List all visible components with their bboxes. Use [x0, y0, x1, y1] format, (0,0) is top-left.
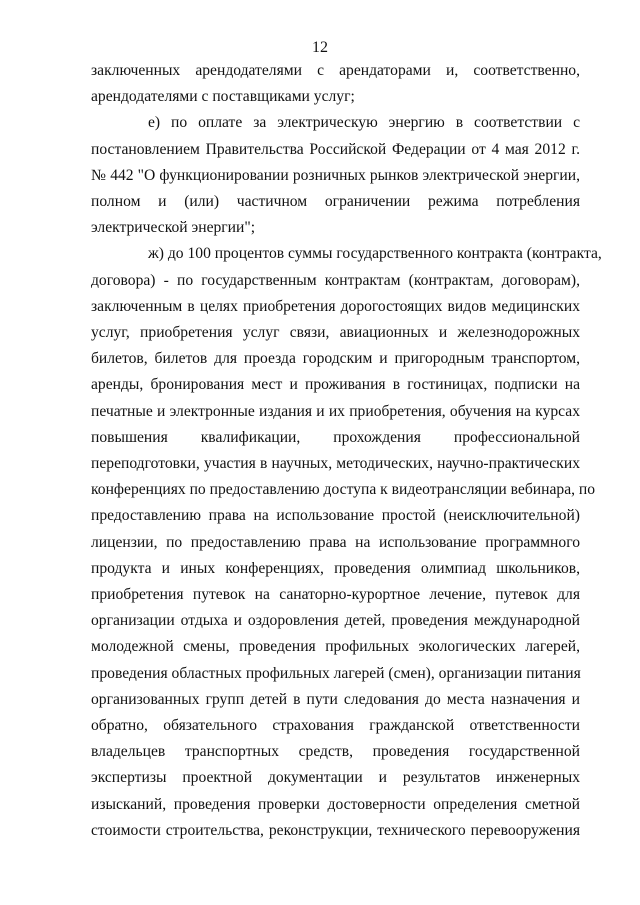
text-line: договора) - по государственным контрактам (контрактам, договорам), — [91, 271, 580, 289]
text-line: переподготовки, участия в научных, методических, научно-практических — [91, 455, 580, 473]
text-line: изысканий, проведения проверки достоверности определения сметной — [91, 795, 580, 813]
text-line: заключенных арендодателями с арендаторами и, соответственно, — [91, 62, 580, 79]
text-line: повышения квалификации, прохождения профессиональной — [91, 428, 580, 446]
text-line: е) по оплате за электрическую энергию в соответствии с — [148, 114, 580, 132]
text-line: печатные и электронные издания и их приобретения, обучения на курсах — [91, 402, 580, 420]
text-line: арендодателями с поставщиками услуг; — [91, 88, 355, 106]
text-line: заключенным в целях приобретения дорогостоящих видов медицинских — [91, 297, 580, 315]
text-line: организации отдыха и оздоровления детей, проведения международной — [91, 612, 580, 630]
text-line: проведения областных профильных лагерей (смен), организации питания — [91, 664, 581, 682]
text-line: молодежной смены, проведения профильных экологических лагерей, — [91, 638, 580, 656]
text-line: продукта и иных конференциях, проведения олимпиад школьников, — [91, 559, 580, 577]
paragraph-item-e — [91, 110, 580, 241]
text-line: стоимости строительства, реконструкции, технического перевооружения — [91, 821, 580, 839]
page-number: 12 — [312, 39, 328, 56]
text-line: полном и (или) частичном ограничении режима потребления — [91, 193, 580, 211]
text-line: постановлением Правительства Российской Федерации от 4 мая 2012 г. — [91, 140, 580, 158]
text-line: билетов, билетов для проезда городским и пригородным транспортом, — [91, 350, 580, 368]
text-line: электрической энергии"; — [91, 219, 256, 237]
text-line: приобретения путевок на санаторно-курортное лечение, путевок для — [91, 586, 580, 604]
text-line: лицензии, по предоставлению права на использование программного — [91, 533, 580, 551]
text-line: ж) до 100 процентов суммы государственного контракта (контракта, — [148, 245, 602, 263]
document-body — [91, 58, 602, 844]
paragraph-item-zh — [91, 241, 602, 844]
text-line: обратно, обязательного страхования гражданской ответственности — [91, 717, 580, 735]
text-line: экспертизы проектной документации и результатов инженерных — [91, 769, 580, 787]
paragraph-continuation — [91, 58, 580, 110]
text-line: № 442 "О функционировании розничных рынков электрической энергии, — [91, 166, 580, 184]
text-line: услуг, приобретения услуг связи, авиационных и железнодорожных — [91, 324, 580, 342]
text-line: конференциях по предоставлению доступа к видеотрансляции вебинара, по — [91, 481, 596, 499]
text-line: аренды, бронирования мест и проживания в гостиницах, подписки на — [91, 376, 580, 394]
text-line: предоставлению права на использование простой (неисключительной) — [91, 507, 580, 525]
text-line: владельцев транспортных средств, проведения государственной — [91, 743, 580, 761]
text-line: организованных групп детей в пути следования до места назначения и — [91, 690, 580, 708]
